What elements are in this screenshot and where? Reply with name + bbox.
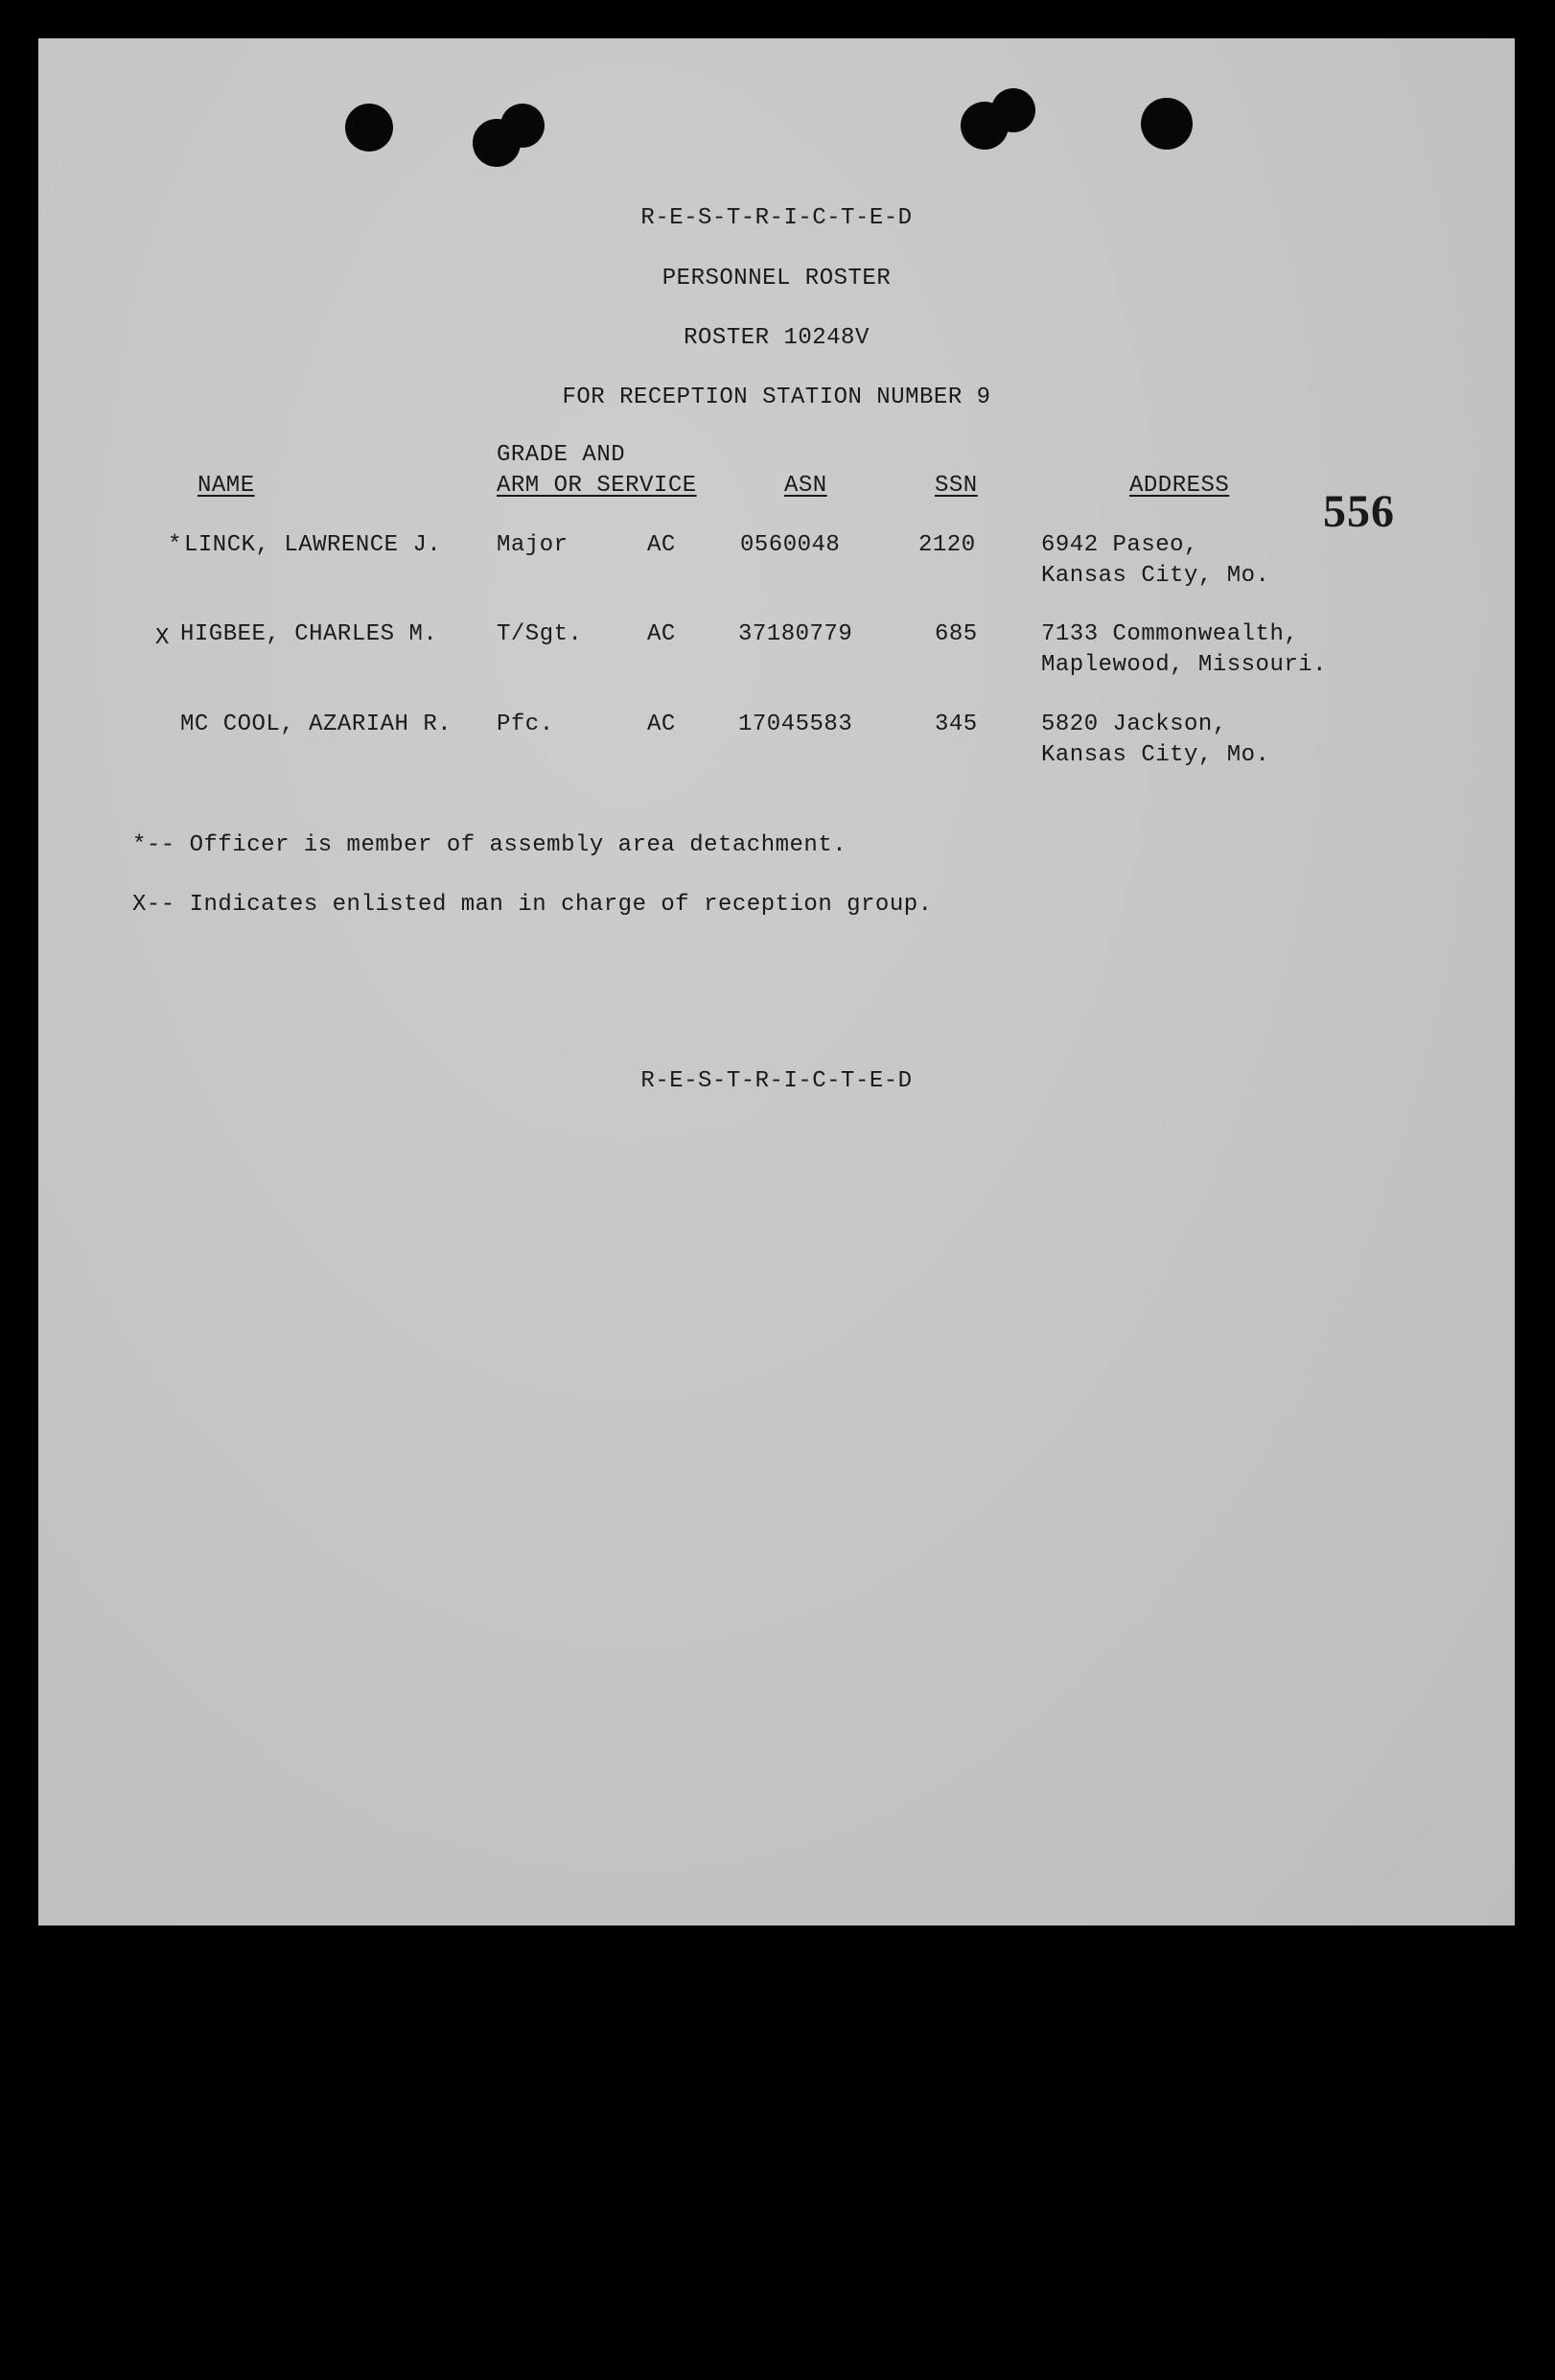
- note-officer: *-- Officer is member of assembly area detachment.: [132, 832, 847, 858]
- address-line-2: Kansas City, Mo.: [1041, 563, 1270, 589]
- column-header-grade-top: GRADE AND: [497, 442, 626, 468]
- person-name: HIGBEE, CHARLES M.: [180, 621, 438, 647]
- punch-hole: [500, 104, 545, 148]
- punch-hole: [991, 88, 1035, 132]
- address-line-2: Kansas City, Mo.: [1041, 742, 1270, 768]
- person-grade: Pfc.: [497, 712, 554, 737]
- page-number: 556: [1323, 486, 1395, 537]
- document-page: [38, 38, 1515, 1925]
- person-arm: AC: [647, 712, 676, 737]
- station-line: FOR RECEPTION STATION NUMBER 9: [562, 385, 991, 410]
- column-header-grade: ARM OR SERVICE: [497, 473, 697, 499]
- person-arm: AC: [647, 532, 676, 558]
- person-ssn: 2120: [918, 532, 976, 558]
- person-grade: T/Sgt.: [497, 621, 583, 647]
- person-name: LINCK, LAWRENCE J.: [184, 532, 442, 558]
- column-header-name: NAME: [197, 473, 255, 499]
- address-line-1: 7133 Commonwealth,: [1041, 621, 1299, 647]
- person-ssn: 345: [935, 712, 978, 737]
- person-ssn: 685: [935, 621, 978, 647]
- row-marker: X: [155, 625, 170, 651]
- classification-header: R-E-S-T-R-I-C-T-E-D: [640, 205, 913, 231]
- address-line-2: Maplewood, Missouri.: [1041, 652, 1328, 678]
- column-header-ssn: SSN: [935, 473, 978, 499]
- address-line-1: 6942 Paseo,: [1041, 532, 1198, 558]
- column-header-asn: ASN: [784, 473, 827, 499]
- classification-footer: R-E-S-T-R-I-C-T-E-D: [640, 1068, 913, 1094]
- address-line-1: 5820 Jackson,: [1041, 712, 1227, 737]
- person-asn: 17045583: [738, 712, 853, 737]
- row-marker: *: [168, 532, 182, 558]
- document-title: PERSONNEL ROSTER: [661, 266, 892, 292]
- roster-number: ROSTER 10248V: [684, 325, 870, 351]
- person-asn: 0560048: [740, 532, 841, 558]
- note-enlisted: X-- Indicates enlisted man in charge of reception group.: [132, 892, 933, 918]
- column-header-address: ADDRESS: [1129, 473, 1230, 499]
- punch-hole: [1141, 98, 1193, 150]
- person-grade: Major: [497, 532, 569, 558]
- person-asn: 37180779: [738, 621, 853, 647]
- person-name: MC COOL, AZARIAH R.: [180, 712, 453, 737]
- person-arm: AC: [647, 621, 676, 647]
- punch-hole: [345, 104, 393, 152]
